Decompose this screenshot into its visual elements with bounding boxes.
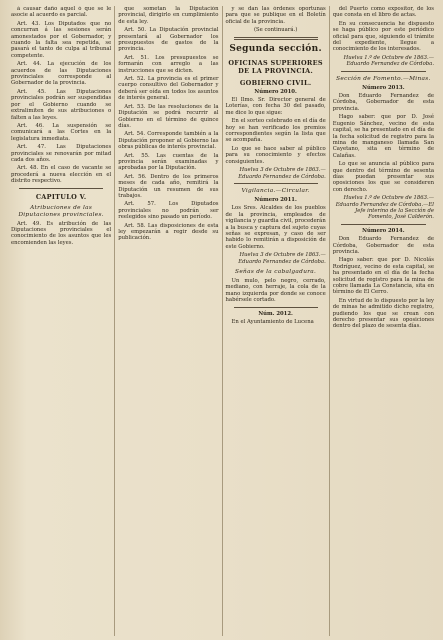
vigilance-title: Vigilancia.—Circular. <box>241 187 310 194</box>
paragraph: Hago saber: que por D. José Eugenio Sánchez, vecino de esta capital, se ha presentado en el día de la fecha solicitud de registro para la mina de manganeso llamada San Cayetano, sita en término de Calañas. <box>332 114 434 159</box>
paragraph: Art. 49. Es atribución de las Diputaciones provinciales el conocimiento de los asuntos que les encomienden las leyes. <box>11 220 112 246</box>
notice-number: Núm. 2012. <box>258 310 293 317</box>
paragraph: Art. 46. La suspensión se comunicará a las Cortes en la legislatura inmediata. <box>11 122 112 142</box>
paragraph: Lo que se hace saber al público para su conocimiento y efectos consiguientes. <box>225 145 326 165</box>
section-title: Sección de Fomento.—Minas. <box>336 75 431 82</box>
paragraph: á causar daño aquel ó que se le asocie al acuerdo es parcial. <box>11 6 112 19</box>
divider <box>341 224 426 225</box>
notice-number: Número 2010. <box>254 88 297 95</box>
paragraph: Don Eduardo Fernandez de Córdoba, Gobernador de esta provincia. <box>332 93 434 112</box>
section-title: Segunda sección. <box>229 43 322 54</box>
paragraph: Art. 51. Los presupuestos se formarán con arreglo a las instrucciones que se dicten. <box>118 54 219 74</box>
divider <box>234 307 318 308</box>
paragraph: Art. 53. De las resoluciones de la Diputación se podrá recurrir al Gobierno en el término de quince días. <box>118 103 219 129</box>
paragraph: Art. 47. Las Diputaciones provinciales se renovarán por mitad cada dos años. <box>11 144 112 163</box>
paragraph: Art. 54. Corresponde también a la Diputación proponer al Gobierno las obras públicas de interés provincial. <box>118 131 219 151</box>
signature: Huelva 1.º de Octubre de 1863.—Eduardo Fernandez de Córdoba. <box>343 54 434 68</box>
columns <box>8 6 437 636</box>
signature: Huelva 3 de Octubre de 1863.—Eduardo Fernandez de Córdoba. <box>238 252 326 265</box>
paragraph: del Puerto como expositor, de los que consta en el libro de actas. <box>332 6 434 19</box>
divider <box>234 37 318 40</box>
divider <box>341 71 426 72</box>
marks-title: Señas de la cabalgadura. <box>235 268 317 275</box>
paragraph: Art. 57. Los Diputados provinciales no podrán ser reelegidos sino pasado un período. <box>118 201 219 221</box>
paragraph: En virtud de lo dispuesto por la ley de minas he admitido dicho registro, pudiendo los que se crean con derecho presentar sus oposiciones dentro del plazo de sesenta días. <box>332 297 434 330</box>
divider <box>234 183 318 184</box>
paragraph: Hago saber: que por D. Nicolás Rodríguez, vecino de esta capital, se ha presentado en el día de la fecha solicitud de registro para la mina de cobre llamada La Constancia, sita en término de El Cerro. <box>332 257 434 296</box>
signature: Huelva 3 de Octubre de 1863.—Eduardo Fernandez de Córdoba. <box>238 167 326 180</box>
paragraph: Don Eduardo Fernandez de Córdoba, Gobernador de esta provincia. <box>332 236 434 255</box>
column-1 <box>8 6 115 636</box>
paragraph: Art. 56. Dentro de los primeros meses de cada año, remitirá la Diputación un resumen de sus trabajos. <box>118 173 219 199</box>
paragraph: Art. 43. Los Diputados que no concurran á las sesiones serán amonestados por el Gobernador, y cuando la falta sea repetida, se pasará el tanto de culpa al tribunal competente. <box>11 20 112 59</box>
paragraph: Lo que se anuncia al público para que dentro del término de sesenta días puedan presentar sus oposiciones los que se consideren con derecho. <box>332 161 434 193</box>
paragraph: Art. 52. La provincia es el primer cuerpo consultivo del Gobernador y deberá ser oída en todos los asuntos de interés general. <box>118 76 219 102</box>
paragraph: Art. 45. Las Diputaciones provinciales podrán ser suspendidas por el Gobierno cuando se extralimiten de sus atribuciones o falten a las leyes. <box>11 88 112 121</box>
paragraph: En el Ayuntamiento de Lucena <box>231 319 314 325</box>
signature: Huelva 1.º de Octubre de 1863.—Eduardo Fernandez de Córdoba.—El Jefe interino de la Sección de Fomento, José Calderón. <box>335 195 434 221</box>
notice-number: Número 2013. <box>362 84 405 91</box>
paragraph: Art. 55. Las cuentas de la provincia serán examinadas y aprobadas por la Diputación. <box>118 152 219 172</box>
paragraph: El Ilmo. Sr. Director general de Loterías, con fecha 30 del pasado, me dice lo que sigue: <box>225 97 326 116</box>
office-title: OFICINAS SUPERIORES DE LA PROVINCIA. <box>228 58 323 75</box>
paragraph: Art. 48. En el caso de vacante se procederá a nueva elección en el distrito respectivo. <box>11 165 112 185</box>
paragraph: y se dan las órdenes oportunas para que se publique en el Boletín oficial de la provincia. <box>225 6 326 25</box>
paragraph: Los Sres. Alcaldes de los pueblos de la provincia, empleados de vigilancia y guardia civil, procederán a la busca y captura del sujeto cuyas señas se expresan, y caso de ser habido lo remitirán a disposición de este Gobierno. <box>225 205 326 250</box>
paragraph: Art. 44. La ejecución de los acuerdos de las Diputaciones provinciales corresponde al Gobernador de la provincia. <box>11 61 112 87</box>
government-title: GOBIERNO CIVIL. <box>239 78 312 87</box>
column-4 <box>330 6 437 636</box>
divider <box>19 188 103 189</box>
column-2 <box>115 6 222 636</box>
paragraph: Un mulo, pelo negro, cerrado, mediano, con herraje, la cola de la mano izquierda por donde se conoce habérsele cortado. <box>225 277 326 304</box>
notice-number: Número 2014. <box>362 227 405 234</box>
continuation-note: (Se continuará.) <box>253 27 298 34</box>
chapter-title: CAPITULO V. <box>35 192 87 201</box>
chapter-subtitle: Atribuciones de las Diputaciones provinciales. <box>18 204 104 218</box>
paragraph: Art. 50. La Diputación provincial presentará al Gobernador los presupuestos de gastos de la provincia. <box>118 27 219 53</box>
paragraph: Art. 58. Las disposiciones de esta ley empezarán a regir desde su publicación. <box>118 222 219 242</box>
paragraph: En el sorteo celebrado en el día de hoy se han verificado los premios correspondientes según la lista que se acompaña. <box>225 118 326 144</box>
paragraph: En su consecuencia he dispuesto se haga público por este periódico oficial para que, siguiendo el trámite del expediente, llegue a conocimiento de los interesados. <box>332 20 434 53</box>
column-3 <box>223 6 330 636</box>
paragraph: que sometan la Diputación provincial, dirigirlo en cumplimiento de esta ley. <box>118 6 219 25</box>
notice-number: Número 2011. <box>254 196 297 203</box>
